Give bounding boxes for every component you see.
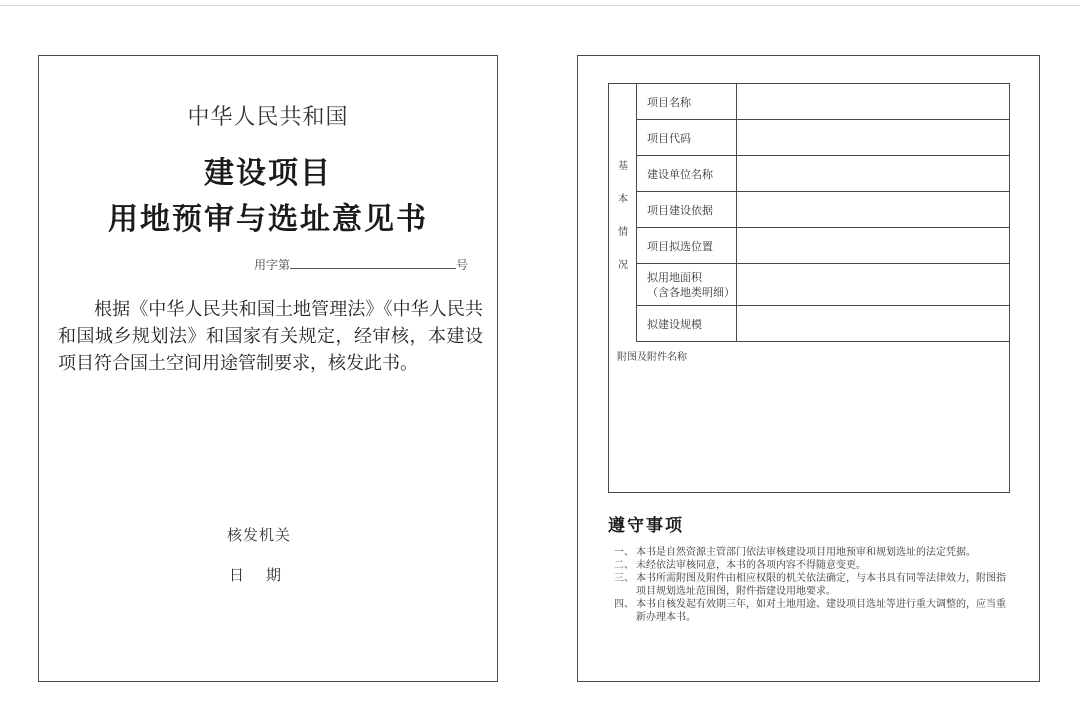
rules-list: [614, 546, 1009, 624]
cover-page: [38, 55, 498, 682]
info-page: [577, 55, 1040, 682]
side-char: 情: [618, 227, 628, 238]
form-row-scale: [637, 306, 1009, 342]
form-row-project-code: [637, 120, 1009, 156]
rule-text: 未经依法审核同意，本书的各项内容不得随意变更。: [636, 560, 866, 571]
project-code-field[interactable]: [737, 120, 1009, 155]
row-label: [637, 264, 737, 305]
side-char: 本: [618, 194, 628, 205]
body-paragraph: 根据《中华人民共和国土地管理法》《中华人民共和国城乡规划法》和国家有关规定，经审核，本建设项目符合国土空间用途管制要求，核发此书。: [58, 299, 483, 374]
land-area-sublabel: （含各地类明细）: [647, 285, 735, 299]
doc-no-suffix: 号: [456, 258, 469, 272]
rule-number: 一、: [614, 547, 634, 558]
rule-number: 二、: [614, 560, 634, 571]
row-label: 建设单位名称: [637, 156, 737, 191]
top-divider: [0, 5, 1080, 6]
row-label: 项目代码: [637, 120, 737, 155]
side-char: 基: [618, 161, 628, 172]
rules-title: 遵守事项: [608, 516, 684, 536]
issuer-label: 核发机关: [227, 526, 292, 544]
rule-text: 本书所需附图及附件由相应权限的机关依法确定，与本书具有同等法律效力，附图指项目规划选址范围图，附件指建设用地要求。: [636, 573, 1006, 597]
row-label: 拟建设规模: [637, 306, 737, 341]
doc-no-prefix: 用字第: [254, 258, 291, 272]
project-basis-field[interactable]: [737, 192, 1009, 227]
country-name: 中华人民共和国: [187, 105, 349, 130]
doc-no-blank: [290, 256, 456, 269]
title-line-2: 用地预审与选址意见书: [108, 202, 428, 237]
basic-info-form: [608, 83, 1010, 493]
rule-item: [614, 598, 1009, 624]
rule-text: 本书是自然资源主管部门依法审核建设项目用地预审和规划选址的法定凭据。: [636, 547, 976, 558]
form-row-project-name: [637, 84, 1009, 120]
land-area-label: 拟用地面积: [647, 270, 702, 284]
builder-name-field[interactable]: [737, 156, 1009, 191]
attachment-label: 附图及附件名称: [617, 352, 687, 363]
row-label: 项目建设依据: [637, 192, 737, 227]
scale-field[interactable]: [737, 306, 1009, 341]
date-label: 日期: [229, 566, 304, 584]
section-side-label: [609, 84, 637, 342]
location-field[interactable]: [737, 228, 1009, 263]
row-label: 项目拟选位置: [637, 228, 737, 263]
title-line-1: 建设项目: [204, 156, 332, 191]
project-name-field[interactable]: [737, 84, 1009, 119]
form-row-basis: [637, 192, 1009, 228]
rule-item: [614, 546, 1009, 559]
rule-number: 四、: [614, 599, 634, 610]
document-number: [254, 256, 468, 273]
form-row-builder: [637, 156, 1009, 192]
rule-item: [614, 572, 1009, 598]
row-label: 项目名称: [637, 84, 737, 119]
side-char: 况: [618, 260, 628, 271]
rule-text: 本书自核发起有效期三年，如对土地用途、建设项目选址等进行重大调整的，应当重新办理本书。: [636, 599, 1006, 623]
rule-item: [614, 559, 1009, 572]
form-row-land-area: [637, 264, 1009, 306]
form-row-location: [637, 228, 1009, 264]
land-area-field[interactable]: [737, 264, 1009, 305]
rule-number: 三、: [614, 573, 634, 584]
